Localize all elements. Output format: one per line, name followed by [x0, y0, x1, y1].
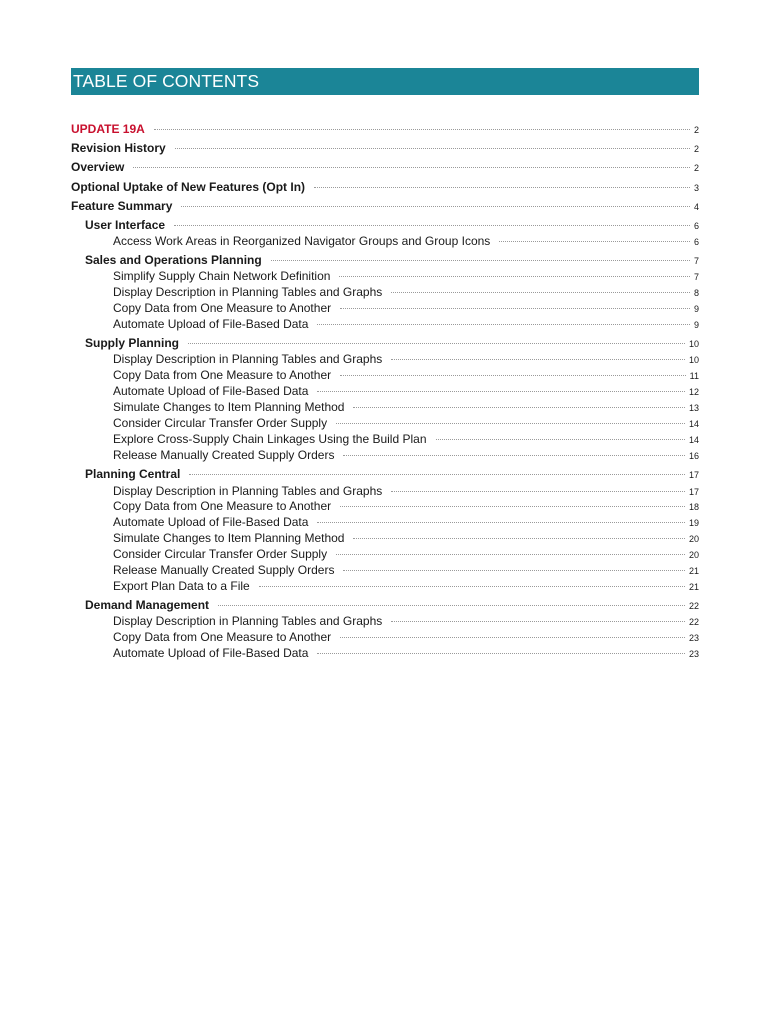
toc-entry-page: 11: [689, 371, 699, 381]
toc-section-supply-planning[interactable]: [85, 335, 699, 351]
dot-leader: [181, 205, 690, 207]
toc-entry-page: 20: [688, 550, 699, 560]
toc-entry-page: 14: [688, 419, 699, 429]
dot-leader: [317, 652, 685, 654]
dot-leader: [336, 422, 685, 424]
toc-entry-page: 2: [693, 144, 699, 154]
toc-entry-label: Planning Central: [85, 467, 181, 481]
dot-leader: [499, 240, 690, 242]
toc-entry-label: Supply Planning: [85, 336, 180, 350]
toc-entry-page: 8: [693, 288, 699, 298]
toc-entry-page: 10: [688, 355, 699, 365]
toc-section-demand-management[interactable]: [85, 597, 699, 613]
dot-leader: [340, 374, 686, 376]
toc-entry-page: 9: [693, 320, 699, 330]
toc-entry-label: Simulate Changes to Item Planning Method: [113, 400, 345, 414]
dot-leader: [391, 620, 685, 622]
dot-leader: [391, 490, 685, 492]
toc-subentry[interactable]: [113, 546, 699, 562]
toc-entry-label: Display Description in Planning Tables and Graphs: [113, 484, 383, 498]
dot-leader: [340, 505, 685, 507]
toc-entry-page: 16: [688, 451, 699, 461]
toc-entry-label: Overview: [71, 160, 125, 174]
dot-leader: [436, 438, 685, 440]
toc-subentry[interactable]: [113, 447, 699, 463]
toc-subentry[interactable]: [113, 351, 699, 367]
toc-section-sales-operations-planning[interactable]: [85, 252, 699, 268]
dot-leader: [339, 275, 690, 277]
toc-entry-page: 10: [688, 339, 699, 349]
toc-entry-label: Feature Summary: [71, 199, 173, 213]
toc-entry-page: 18: [688, 502, 699, 512]
dot-leader: [340, 307, 690, 309]
toc-entry-label: Simplify Supply Chain Network Definition: [113, 269, 331, 283]
toc-subentry[interactable]: [113, 316, 699, 332]
dot-leader: [391, 291, 690, 293]
toc-entry-label: Display Description in Planning Tables and Graphs: [113, 614, 383, 628]
toc-subentry[interactable]: [113, 498, 699, 514]
dot-leader: [175, 147, 690, 149]
toc-entry-page: 4: [693, 202, 699, 212]
toc-entry-page: 23: [688, 649, 699, 659]
dot-leader: [133, 166, 690, 168]
toc-entry-page: 3: [693, 183, 699, 193]
toc-entry-page: 13: [688, 403, 699, 413]
toc-entry-label: Automate Upload of File-Based Data: [113, 384, 309, 398]
toc-entry-revision-history[interactable]: [71, 140, 699, 156]
toc-subentry[interactable]: [113, 399, 699, 415]
toc-entry-page: 14: [688, 435, 699, 445]
dot-leader: [391, 358, 685, 360]
toc-entry-label: UPDATE 19A: [71, 122, 145, 136]
toc-subentry[interactable]: [113, 284, 699, 300]
toc-entry-label: Explore Cross-Supply Chain Linkages Using the Build Plan: [113, 432, 427, 446]
toc-entry-page: 12: [688, 387, 699, 397]
dot-leader: [189, 473, 685, 475]
toc-entry-page: 23: [688, 633, 699, 643]
toc-subentry[interactable]: [113, 415, 699, 431]
dot-leader: [271, 259, 690, 261]
toc-entry-label: Display Description in Planning Tables and Graphs: [113, 352, 383, 366]
toc-entry-label: Automate Upload of File-Based Data: [113, 317, 309, 331]
toc-entry-page: 22: [688, 617, 699, 627]
toc-subentry[interactable]: [113, 483, 699, 499]
toc-entry-label: Optional Uptake of New Features (Opt In): [71, 180, 306, 194]
toc-subentry[interactable]: [113, 300, 699, 316]
toc-entry-label: Consider Circular Transfer Order Supply: [113, 547, 328, 561]
toc-entry-label: Automate Upload of File-Based Data: [113, 646, 309, 660]
toc-entry-page: 21: [688, 582, 699, 592]
toc-entry-label: Release Manually Created Supply Orders: [113, 448, 335, 462]
dot-leader: [174, 224, 690, 226]
dot-leader: [188, 342, 685, 344]
dot-leader: [353, 406, 685, 408]
dot-leader: [317, 521, 685, 523]
toc-subentry[interactable]: [113, 613, 699, 629]
toc-entry-page: 17: [688, 487, 699, 497]
dot-leader: [353, 537, 685, 539]
toc-subentry[interactable]: [113, 645, 699, 661]
toc-subentry[interactable]: [113, 431, 699, 447]
toc-entry-label: Demand Management: [85, 598, 210, 612]
toc-entry-page: 7: [693, 272, 699, 282]
toc-subentry[interactable]: [113, 514, 699, 530]
dot-leader: [336, 553, 685, 555]
toc-entry-label: Copy Data from One Measure to Another: [113, 368, 332, 382]
toc-subentry[interactable]: [113, 578, 699, 594]
dot-leader: [317, 390, 685, 392]
toc-entry-page: 7: [693, 256, 699, 266]
toc-section-planning-central[interactable]: [85, 466, 699, 482]
dot-leader: [343, 569, 685, 571]
toc-subentry[interactable]: [113, 383, 699, 399]
toc-entry-label: Sales and Operations Planning: [85, 253, 262, 267]
toc-entry-label: Access Work Areas in Reorganized Navigator Groups and Group Icons: [113, 234, 491, 248]
toc-subentry[interactable]: [113, 530, 699, 546]
toc-subentry[interactable]: [113, 562, 699, 578]
toc-entry-label: Revision History: [71, 141, 166, 155]
toc-entry-update-19a[interactable]: [71, 121, 699, 137]
toc-entry-page: 17: [688, 470, 699, 480]
toc-entry-page: 2: [693, 125, 699, 135]
toc-entry-page: 9: [693, 304, 699, 314]
dot-leader: [154, 128, 690, 130]
toc-section-user-interface[interactable]: [85, 217, 699, 233]
toc-entry-page: 22: [688, 601, 699, 611]
toc-title: TABLE OF CONTENTS: [71, 68, 699, 95]
toc-entry-overview[interactable]: [71, 159, 699, 175]
toc-entry-label: Release Manually Created Supply Orders: [113, 563, 335, 577]
dot-leader: [218, 604, 685, 606]
dot-leader: [340, 636, 685, 638]
toc-entry-page: 19: [688, 518, 699, 528]
toc-entry-label: Copy Data from One Measure to Another: [113, 630, 332, 644]
toc-entry-page: 20: [688, 534, 699, 544]
toc-entry-label: Copy Data from One Measure to Another: [113, 301, 332, 315]
dot-leader: [314, 186, 690, 188]
toc-entry-label: Export Plan Data to a File: [113, 579, 250, 593]
dot-leader: [259, 585, 685, 587]
toc-subentry[interactable]: [113, 233, 699, 249]
toc-entry-page: 2: [693, 163, 699, 173]
toc-entry-label: Copy Data from One Measure to Another: [113, 499, 332, 513]
dot-leader: [317, 323, 690, 325]
toc-entry-page: 21: [688, 566, 699, 576]
toc-subentry[interactable]: [113, 367, 699, 383]
toc-entry-page: 6: [693, 221, 699, 231]
toc-entry-label: User Interface: [85, 218, 166, 232]
toc-entry-label: Consider Circular Transfer Order Supply: [113, 416, 328, 430]
toc-entry-page: 6: [693, 237, 699, 247]
toc-entry-optional-uptake[interactable]: [71, 179, 699, 195]
dot-leader: [343, 454, 685, 456]
toc-entry-label: Display Description in Planning Tables and Graphs: [113, 285, 383, 299]
toc-subentry[interactable]: [113, 629, 699, 645]
toc-entry-label: Simulate Changes to Item Planning Method: [113, 531, 345, 545]
toc-entry-feature-summary[interactable]: [71, 198, 699, 214]
toc-subentry[interactable]: [113, 268, 699, 284]
toc-entry-label: Automate Upload of File-Based Data: [113, 515, 309, 529]
